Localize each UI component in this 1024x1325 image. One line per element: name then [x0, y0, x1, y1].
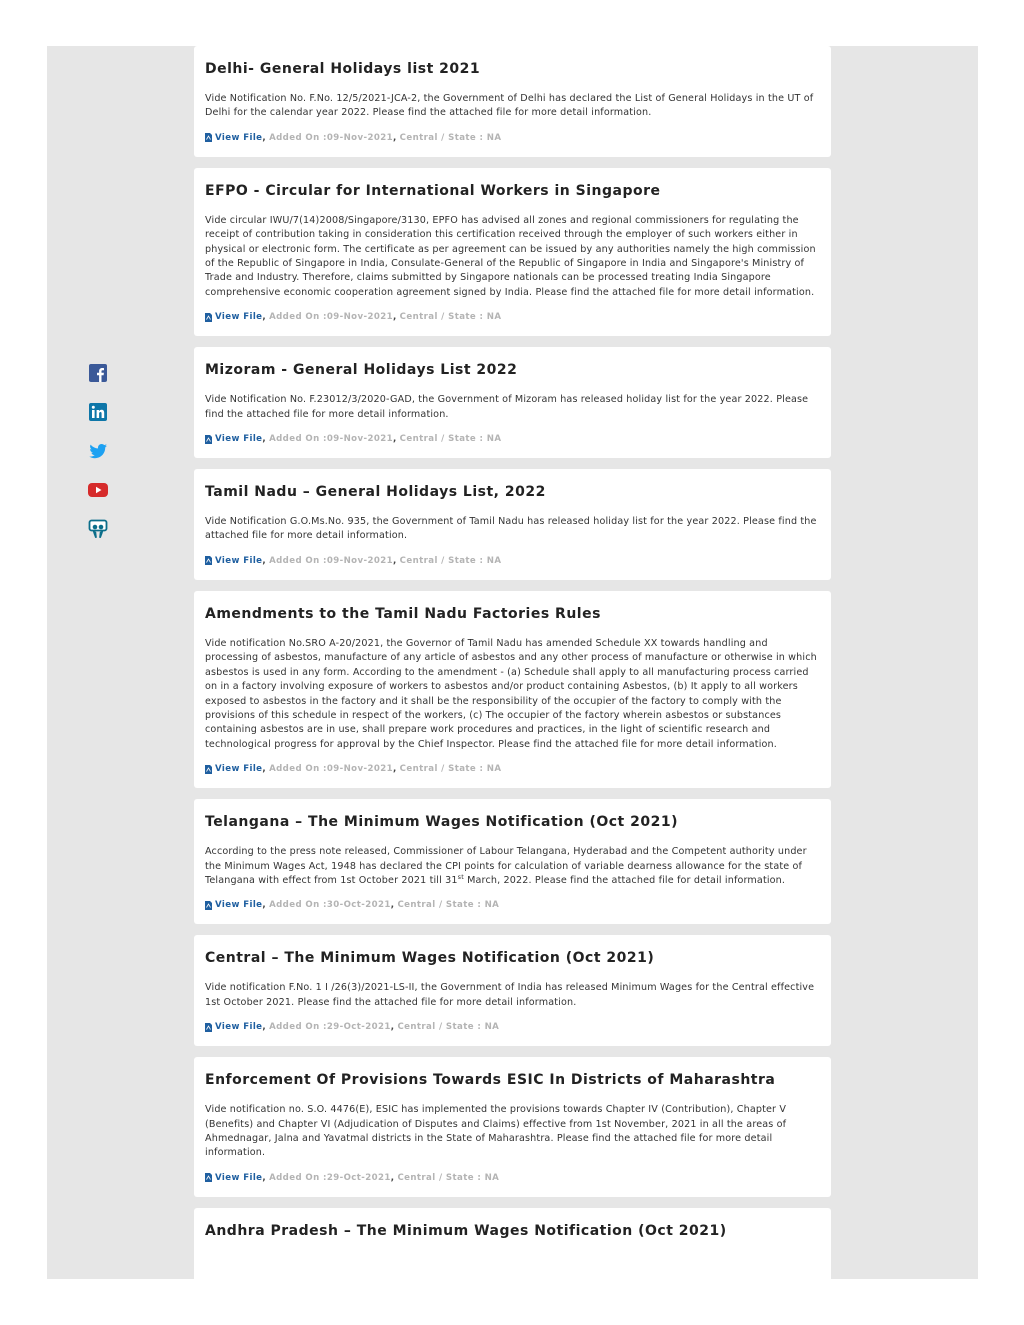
added-on-date: Added On :09-Nov-2021 [269, 434, 393, 445]
news-title[interactable]: Enforcement Of Provisions Towards ESIC In Districts of Maharashtra [205, 1072, 776, 1089]
news-card [194, 591, 831, 788]
news-body: Vide Notification No. F.No. 12/5/2021-JCA-2, the Government of Delhi has declared the List of General Holidays in the UT of Delhi for the calendar year 2022. Please find the attached file for more detail information. [205, 93, 814, 119]
news-meta: View File , Added On :09-Nov-2021 , Central / State : NA [205, 132, 820, 144]
pdf-file-icon [205, 765, 212, 774]
added-on-date: Added On :09-Nov-2021 [269, 764, 393, 775]
added-on-date: Added On :29-Oct-2021 [269, 1172, 391, 1183]
news-body: Vide Notification G.O.Ms.No. 935, the Government of Tamil Nadu has released holiday list for the year 2022. Please find the attached file for more detail information. [205, 516, 817, 542]
news-meta: View File , Added On :29-Oct-2021 , Central / State : NA [205, 1172, 820, 1184]
news-card [194, 935, 831, 1046]
news-card [194, 1057, 831, 1197]
news-title[interactable]: Andhra Pradesh – The Minimum Wages Notification (Oct 2021) [205, 1222, 727, 1239]
pdf-file-icon [205, 556, 212, 565]
news-body: Vide notification No.SRO A-20/2021, the Governor of Tamil Nadu has amended Schedule XX towards handling and processing of asbestos, manufacture of any article of asbestos and any other process of manufacture or otherwise in which asbestos is used in any form. According to the amendment - (a) Schedule shall apply to all manufacturing process carried on in a factory involving exposure of workers to asbestos and/or product containing Asbestos, (b) It apply to all workers exposed to asbestos in the factory and it shall be the responsibility of the occupier of the factory to comply with the provisions of this schedule in respect of the workers, (c) The occupier of the factory wherein asbestos or substances containing asbestos are in use, shall prepare work procedures and practices, in the light of scientific research and technological progress for approval by the Chief Inspector. Please find the attached file for more detail information. [205, 637, 817, 750]
added-on-date: Added On :09-Nov-2021 [269, 555, 393, 566]
view-file-link[interactable]: View File [215, 900, 263, 911]
pdf-file-icon [205, 1023, 212, 1032]
view-file-link[interactable]: View File [215, 1172, 263, 1183]
view-file-link[interactable]: View File [215, 312, 263, 323]
news-body-text: According to the press note released, Commissioner of Labour Telangana, Hyderabad and the Competent authority under the Minimum Wages Act, 1948 has declared the CPI points for calculation of variable dearness allowance for the state of Telangana with effect from 1st October 2021 till 31 [205, 846, 807, 886]
pdf-file-icon [205, 133, 212, 142]
news-title[interactable]: EFPO - Circular for International Workers in Singapore [205, 182, 661, 199]
news-meta: View File , Added On :30-Oct-2021 , Central / State : NA [205, 899, 820, 911]
added-on-date: Added On :29-Oct-2021 [269, 1022, 391, 1033]
scope-label: Central / State : NA [399, 555, 502, 566]
news-card [194, 1208, 831, 1279]
news-title[interactable]: Delhi- General Holidays list 2021 [205, 61, 481, 77]
news-card [194, 168, 831, 336]
scope-label: Central / State : NA [399, 132, 502, 143]
news-body: Vide notification no. S.O. 4476(E), ESIC has implemented the provisions towards Chapter IV (Contribution), Chapter V (Benefits) and Chapter VI (Adjudication of Disputes and Claims) effective from 1st November, 2021 in all the areas of Ahmednagar, Jalna and Yavatmal districts in the State of Maharashtra. Please find the attached file for more detail information. [205, 1104, 787, 1159]
news-meta: View File , Added On :29-Oct-2021 , Central / State : NA [205, 1021, 820, 1033]
news-title[interactable]: Central – The Minimum Wages Notification (Oct 2021) [205, 950, 655, 967]
news-card [194, 46, 831, 157]
scope-label: Central / State : NA [397, 900, 500, 911]
added-on-date: Added On :30-Oct-2021 [269, 900, 391, 911]
pdf-file-icon [205, 1173, 212, 1182]
social-links [88, 363, 110, 558]
news-meta: View File , Added On :09-Nov-2021 , Central / State : NA [205, 311, 820, 323]
view-file-link[interactable]: View File [215, 1022, 263, 1033]
facebook-icon[interactable] [88, 363, 108, 383]
added-on-date: Added On :09-Nov-2021 [269, 312, 393, 323]
scope-label: Central / State : NA [397, 1022, 500, 1033]
news-meta: View File , Added On :09-Nov-2021 , Central / State : NA [205, 433, 820, 445]
linkedin-icon[interactable] [88, 402, 108, 422]
news-title[interactable]: Amendments to the Tamil Nadu Factories Rules [205, 605, 601, 622]
view-file-link[interactable]: View File [215, 555, 263, 566]
added-on-date: Added On :09-Nov-2021 [269, 132, 393, 143]
news-body: Vide notification F.No. 1 I /26(3)/2021-LS-II, the Government of India has released Minimum Wages for the Central effective 1st October 2021. Please find the attached file for more detail information. [205, 982, 815, 1008]
scope-label: Central / State : NA [399, 312, 502, 323]
news-body: Vide circular IWU/7(14)2008/Singapore/3130, EPFO has advised all zones and regional commissioners for regulating the receipt of contribution taking in consideration this certification received through the employer of such workers either in physical or electronic form. The certificate as per agreement can be issued by any authorities namely the high commission of the Republic of Singapore in India, Consulate-General of the Republic of Singapore in India and Singapore's Ministry of Trade and Industry. Therefore, claims submitted by Singapore nationals can be processed treating India Singapore comprehensive economic cooperation agreement signed by India. Please find the attached file for more detail information. [205, 214, 816, 298]
news-title[interactable]: Tamil Nadu – General Holidays List, 2022 [205, 484, 546, 501]
view-file-link[interactable]: View File [215, 764, 263, 775]
youtube-icon[interactable] [88, 480, 108, 500]
news-meta: View File , Added On :09-Nov-2021 , Central / State : NA [205, 763, 820, 775]
pdf-file-icon [205, 901, 212, 910]
view-file-link[interactable]: View File [215, 132, 263, 143]
news-body: Vide Notification No. F.23012/3/2020-GAD, the Government of Mizoram has released holiday list for the year 2022. Please find the attached file for more detail information. [205, 394, 809, 420]
scope-label: Central / State : NA [399, 434, 502, 445]
twitter-icon[interactable] [88, 441, 108, 461]
news-feed [194, 46, 831, 1279]
news-meta: View File , Added On :09-Nov-2021 , Central / State : NA [205, 555, 820, 567]
pdf-file-icon [205, 435, 212, 444]
news-card [194, 347, 831, 458]
slideshare-icon[interactable] [88, 519, 108, 539]
news-card [194, 469, 831, 580]
ordinal-suffix: st [457, 872, 464, 881]
news-title[interactable]: Mizoram - General Holidays List 2022 [205, 362, 518, 379]
view-file-link[interactable]: View File [215, 434, 263, 445]
scope-label: Central / State : NA [399, 764, 502, 775]
news-body-tail: March, 2022. Please find the attached file for detail information. [463, 874, 786, 886]
news-card [194, 799, 831, 924]
news-body [205, 845, 820, 888]
pdf-file-icon [205, 313, 212, 322]
scope-label: Central / State : NA [397, 1172, 500, 1183]
news-title[interactable]: Telangana – The Minimum Wages Notification (Oct 2021) [205, 814, 678, 831]
